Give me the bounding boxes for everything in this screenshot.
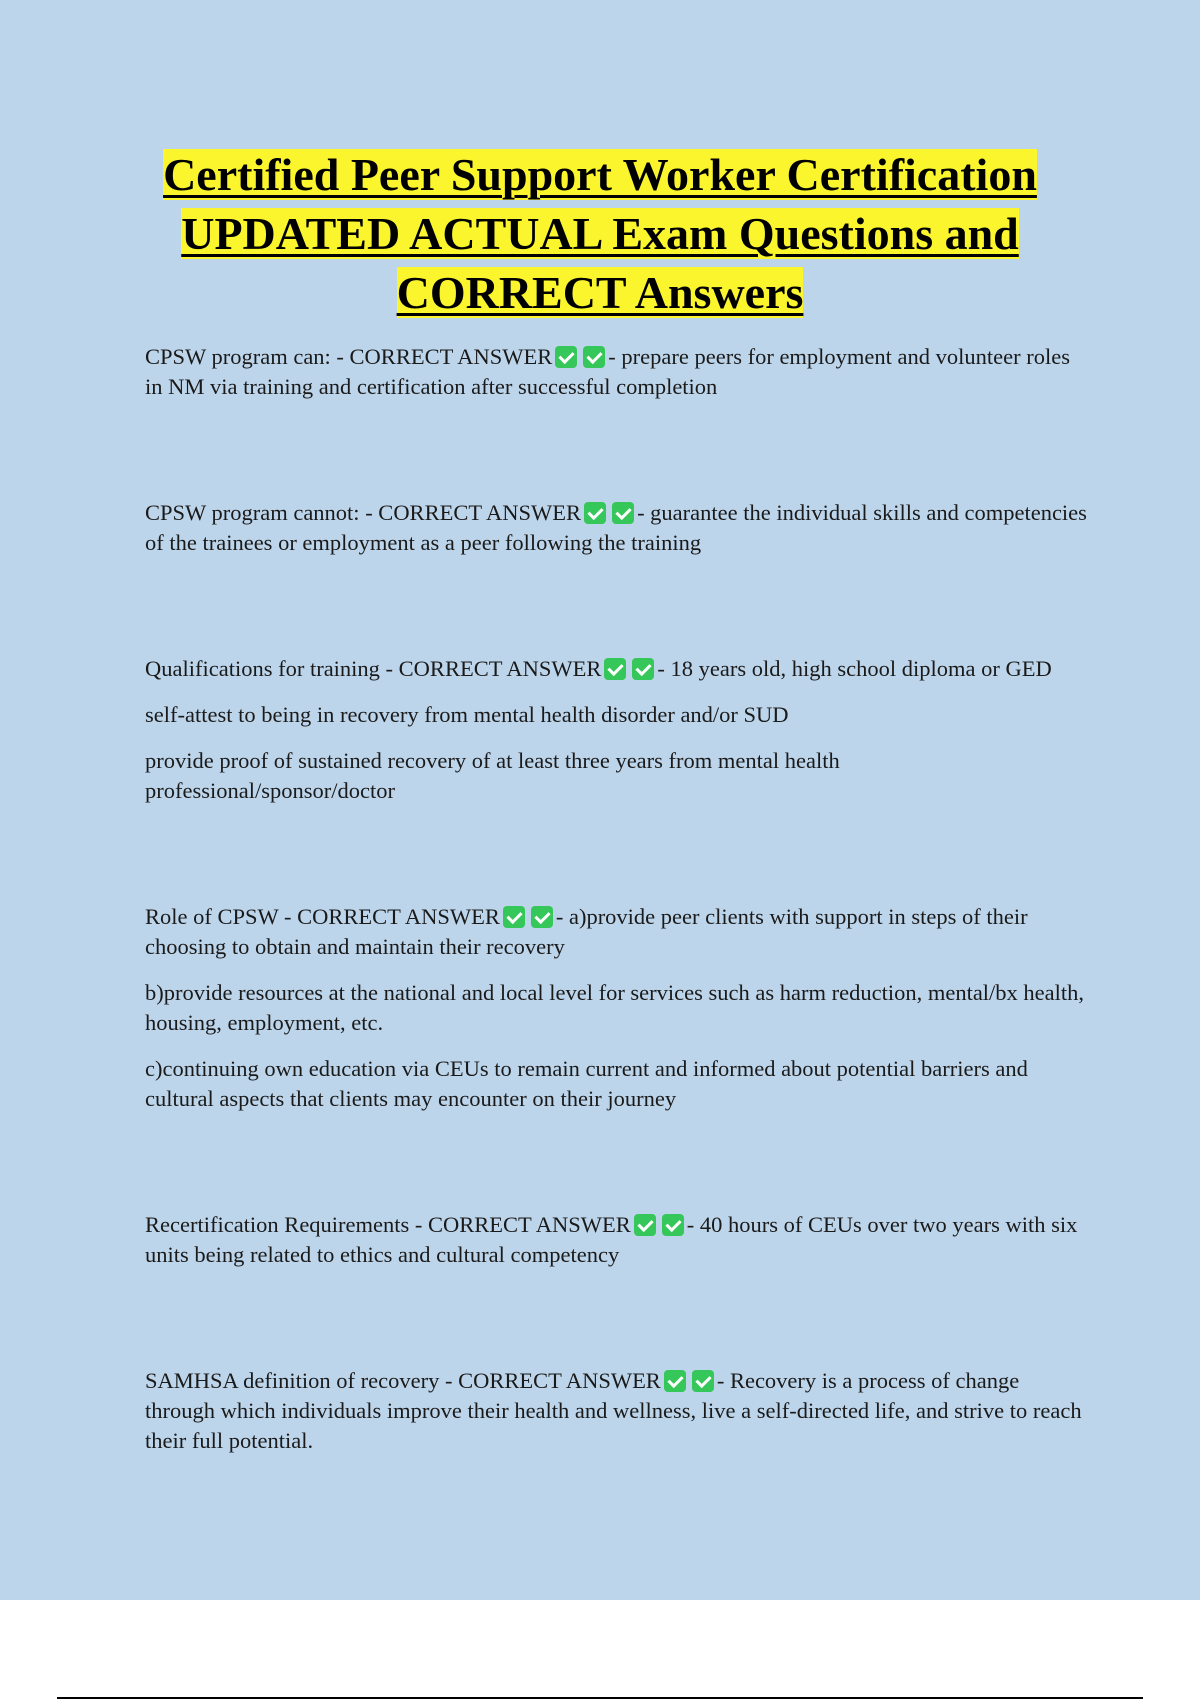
question-text: CPSW program cannot: - CORRECT ANSWER: [145, 500, 582, 525]
question-text: CPSW program can: - CORRECT ANSWER: [145, 344, 553, 369]
qa-item-samhsa-definition: [145, 1366, 1090, 1456]
checkmark-icon: [531, 906, 553, 928]
answer-text: - a)provide peer clients with support in steps of their choosing to obtain and maintain their recovery: [145, 904, 1028, 959]
answer-continuation: provide proof of sustained recovery of at least three years from mental health professional/sponsor/doctor: [145, 748, 840, 803]
qa-item-qualifications: [145, 654, 1090, 806]
checkmark-icon: [662, 1214, 684, 1236]
qa-item-recertification: [145, 1210, 1090, 1270]
checkmark-icon: [555, 346, 577, 368]
qa-list: [145, 342, 1090, 1552]
footer-divider: [57, 1697, 1143, 1699]
title-line-1: Certified Peer Support Worker Certification: [163, 149, 1037, 200]
qa-item-role: [145, 902, 1090, 1114]
question-text: Role of CPSW - CORRECT ANSWER: [145, 904, 500, 929]
checkmark-icon: [634, 1214, 656, 1236]
answer-text: - 18 years old, high school diploma or GED: [657, 656, 1052, 681]
checkmark-icon: [632, 658, 654, 680]
document-title: [0, 145, 1200, 322]
qa-paragraph: [145, 902, 1090, 962]
answer-continuation: b)provide resources at the national and local level for services such as harm reduction, mental/bx health, housing, employment, etc.: [145, 980, 1085, 1035]
checkmark-icon: [612, 502, 634, 524]
title-line-2: UPDATED ACTUAL Exam Questions and: [181, 208, 1019, 259]
qa-item-program-can: [145, 342, 1090, 402]
answer-text: - prepare peers for employment and volunteer roles in NM via training and certification after successful completion: [145, 344, 1070, 399]
answer-text: - guarantee the individual skills and competencies of the trainees or employment as a peer following the training: [145, 500, 1087, 555]
checkmark-icon: [584, 502, 606, 524]
checkmark-icon: [503, 906, 525, 928]
checkmark-icon: [604, 658, 626, 680]
question-text: SAMHSA definition of recovery - CORRECT ANSWER: [145, 1368, 661, 1393]
qa-paragraph: [145, 1366, 1090, 1456]
checkmark-icon: [692, 1370, 714, 1392]
title-line-3: CORRECT Answers: [396, 267, 804, 318]
qa-paragraph: [145, 1210, 1090, 1270]
answer-continuation: c)continuing own education via CEUs to remain current and informed about potential barriers and cultural aspects that clients may encounter on their journey: [145, 1056, 1028, 1111]
checkmark-icon: [583, 346, 605, 368]
question-text: Recertification Requirements - CORRECT ANSWER: [145, 1212, 631, 1237]
qa-item-program-cannot: [145, 498, 1090, 558]
answer-text: - Recovery is a process of change through which individuals improve their health and wellness, live a self-directed life, and strive to reach their full potential.: [145, 1368, 1082, 1453]
qa-paragraph: [145, 498, 1090, 558]
answer-continuation: self-attest to being in recovery from mental health disorder and/or SUD: [145, 702, 789, 727]
checkmark-icon: [664, 1370, 686, 1392]
qa-paragraph: [145, 654, 1090, 684]
answer-text: - 40 hours of CEUs over two years with six units being related to ethics and cultural competency: [145, 1212, 1078, 1267]
qa-paragraph: [145, 342, 1090, 402]
question-text: Qualifications for training - CORRECT ANSWER: [145, 656, 602, 681]
